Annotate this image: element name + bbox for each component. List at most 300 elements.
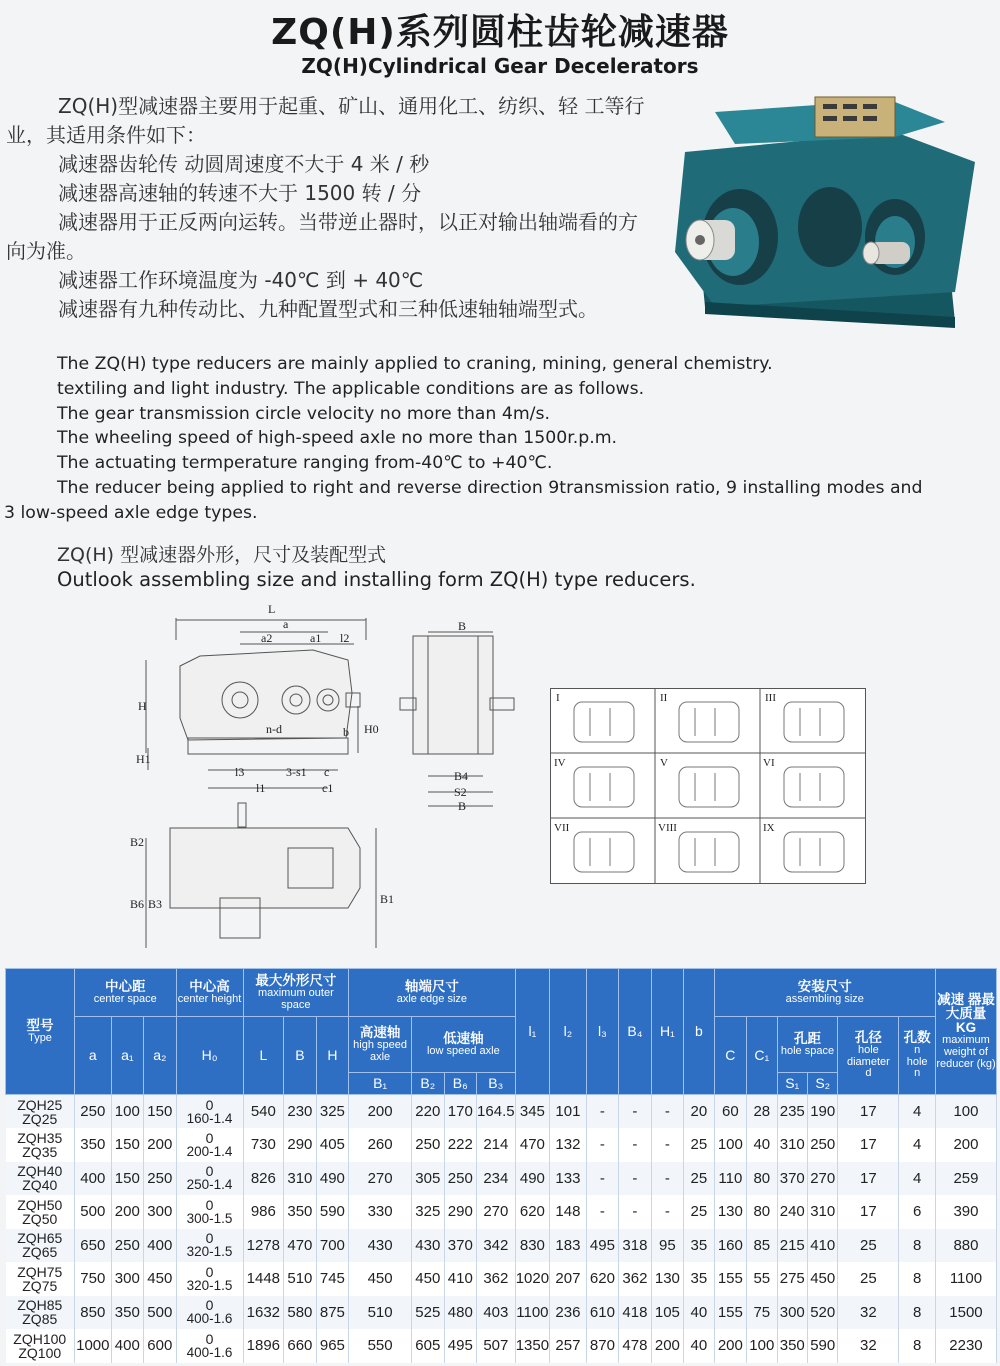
model-alt-name: ZQ65 bbox=[22, 1244, 58, 1261]
cell-L: 540 bbox=[243, 1095, 284, 1129]
dimension-drawings bbox=[128, 598, 548, 968]
th-weight: 减速 器最大质量KG maximum weight of reducer (kg) bbox=[935, 969, 996, 1095]
cell-C: 160 bbox=[714, 1229, 746, 1263]
cell-l2: 132 bbox=[550, 1128, 587, 1162]
cell-B3: 164.5 bbox=[477, 1095, 516, 1129]
cell-L: 1632 bbox=[243, 1296, 284, 1330]
install-form-3: III bbox=[765, 692, 776, 704]
cell-H: 745 bbox=[316, 1262, 348, 1296]
cell-w: 1100 bbox=[935, 1262, 996, 1296]
cell-B6: 480 bbox=[444, 1296, 476, 1330]
table-row bbox=[6, 1195, 997, 1229]
th-hole-space: 孔距 hole space bbox=[777, 1017, 838, 1073]
cell-L: 826 bbox=[243, 1162, 284, 1196]
th-B4: B₄ bbox=[619, 969, 651, 1095]
cell-a1: 300 bbox=[111, 1262, 143, 1296]
intro-cn-p2: 减速器齿轮传 动圆周速度不大于 4 米 / 秒 bbox=[58, 152, 430, 176]
cell-B4: - bbox=[619, 1195, 651, 1229]
table-row bbox=[6, 1095, 997, 1129]
cell-B1: 330 bbox=[349, 1195, 412, 1229]
h0-value: 250-1.4 bbox=[186, 1177, 233, 1193]
cell-model bbox=[6, 1095, 75, 1129]
cell-model bbox=[6, 1262, 75, 1296]
th-S2: S₂ bbox=[807, 1073, 837, 1095]
cell-w: 390 bbox=[935, 1195, 996, 1229]
cell-B2: 220 bbox=[412, 1095, 444, 1129]
cell-n: 8 bbox=[899, 1262, 936, 1296]
cell-w: 259 bbox=[935, 1162, 996, 1196]
th-type: 型号 Type bbox=[6, 969, 75, 1095]
dim-H: H bbox=[138, 699, 147, 713]
cell-a: 650 bbox=[75, 1229, 112, 1263]
cell-C1: 80 bbox=[747, 1162, 777, 1196]
intro-cn-p6: 减速器有九种传动比、九种配置型式和三种低速轴轴端型式。 bbox=[58, 297, 598, 321]
intro-cn-p1: ZQ(H)型减速器主要用于起重、矿山、通用化工、纺织、轻 工等行业，其适用条件如下： bbox=[6, 94, 645, 147]
cell-l2: 133 bbox=[550, 1162, 587, 1196]
cell-a1: 350 bbox=[111, 1296, 143, 1330]
model-alt-name: ZQ100 bbox=[18, 1344, 62, 1361]
cell-model bbox=[6, 1128, 75, 1162]
cell-B: 290 bbox=[284, 1128, 316, 1162]
cell-a: 1000 bbox=[75, 1329, 112, 1363]
cell-S1: 235 bbox=[777, 1095, 807, 1129]
th-hole-diameter: 孔径 hole diameter d bbox=[838, 1017, 899, 1095]
intro-en-l2: textiling and light industry. The applicable conditions are as follows. bbox=[57, 378, 645, 399]
cell-C1: 75 bbox=[747, 1296, 777, 1330]
model-alt-name: ZQ25 bbox=[22, 1110, 58, 1127]
cell-l1: 830 bbox=[515, 1229, 550, 1263]
cell-H1: - bbox=[651, 1162, 683, 1196]
dim-b: b bbox=[343, 725, 349, 739]
th-l2: l₂ bbox=[550, 969, 587, 1095]
cell-B1: 550 bbox=[349, 1329, 412, 1363]
cell-B: 350 bbox=[284, 1195, 316, 1229]
cell-H: 875 bbox=[316, 1296, 348, 1330]
dim-B3: B3 bbox=[148, 897, 163, 911]
cell-C1: 28 bbox=[747, 1095, 777, 1129]
intro-en-l1: The ZQ(H) type reducers are mainly applied to craning, mining, general chemistry. bbox=[57, 354, 773, 374]
cell-a: 500 bbox=[75, 1195, 112, 1229]
cell-n: 8 bbox=[899, 1229, 936, 1263]
cell-S1: 310 bbox=[777, 1128, 807, 1162]
cell-B2: 305 bbox=[412, 1162, 444, 1196]
model-name: ZQH40 bbox=[17, 1163, 63, 1180]
cell-C1: 85 bbox=[747, 1229, 777, 1263]
cell-L: 986 bbox=[243, 1195, 284, 1229]
cell-a: 750 bbox=[75, 1262, 112, 1296]
intro-chinese bbox=[6, 92, 646, 324]
intro-en-l4: The wheeling speed of high-speed axle no more than 1500r.p.m. bbox=[57, 428, 618, 449]
cell-b: 40 bbox=[684, 1296, 714, 1330]
cell-C: 110 bbox=[714, 1162, 746, 1196]
cell-l2: 236 bbox=[550, 1296, 587, 1330]
th-B6: B₆ bbox=[444, 1073, 476, 1095]
cell-n: 4 bbox=[899, 1162, 936, 1196]
cell-a1: 100 bbox=[111, 1095, 143, 1129]
spec-table bbox=[5, 968, 997, 1363]
cell-w: 2230 bbox=[935, 1329, 996, 1363]
cell-L: 1448 bbox=[243, 1262, 284, 1296]
table-row bbox=[6, 1329, 997, 1363]
cell-H: 490 bbox=[316, 1162, 348, 1196]
cell-H1: 105 bbox=[651, 1296, 683, 1330]
cell-C1: 55 bbox=[747, 1262, 777, 1296]
cell-C1: 100 bbox=[747, 1329, 777, 1363]
cell-a2: 500 bbox=[144, 1296, 176, 1330]
cell-H: 590 bbox=[316, 1195, 348, 1229]
cell-b: 25 bbox=[684, 1128, 714, 1162]
cell-S1: 370 bbox=[777, 1162, 807, 1196]
cell-B2: 430 bbox=[412, 1229, 444, 1263]
cell-a1: 250 bbox=[111, 1229, 143, 1263]
cell-b: 25 bbox=[684, 1195, 714, 1229]
cell-H1: 130 bbox=[651, 1262, 683, 1296]
th-b: b bbox=[684, 969, 714, 1095]
cell-b: 25 bbox=[684, 1162, 714, 1196]
cell-S2: 410 bbox=[807, 1229, 837, 1263]
dim-B-bottom: B bbox=[458, 799, 467, 813]
th-B2: B₂ bbox=[412, 1073, 444, 1095]
cell-S2: 310 bbox=[807, 1195, 837, 1229]
cell-l1: 470 bbox=[515, 1128, 550, 1162]
cell-l1: 1020 bbox=[515, 1262, 550, 1296]
cell-l1: 1100 bbox=[515, 1296, 550, 1330]
cell-b: 20 bbox=[684, 1095, 714, 1129]
model-name: ZQH35 bbox=[17, 1129, 63, 1146]
cell-S2: 190 bbox=[807, 1095, 837, 1129]
th-low-speed: 低速轴 low speed axle bbox=[412, 1017, 516, 1073]
dim-nd: n-d bbox=[266, 722, 282, 736]
cell-l3: - bbox=[586, 1162, 618, 1196]
cell-H: 325 bbox=[316, 1095, 348, 1129]
cell-C1: 40 bbox=[747, 1128, 777, 1162]
cell-a: 400 bbox=[75, 1162, 112, 1196]
dim-c: c bbox=[324, 765, 330, 779]
install-form-2: II bbox=[660, 692, 668, 704]
cell-S2: 520 bbox=[807, 1296, 837, 1330]
dim-H1: H1 bbox=[136, 752, 151, 766]
th-C: C bbox=[714, 1017, 746, 1095]
h0-value: 400-1.6 bbox=[186, 1344, 233, 1360]
cell-B6: 250 bbox=[444, 1162, 476, 1196]
cell-S1: 350 bbox=[777, 1329, 807, 1363]
table-row bbox=[6, 1128, 997, 1162]
install-form-8: VIII bbox=[658, 822, 677, 834]
model-name: ZQH50 bbox=[17, 1196, 63, 1213]
cell-B4: 318 bbox=[619, 1229, 651, 1263]
cell-l2: 257 bbox=[550, 1329, 587, 1363]
cell-B3: 403 bbox=[477, 1296, 516, 1330]
cell-S1: 240 bbox=[777, 1195, 807, 1229]
cell-d: 25 bbox=[838, 1229, 899, 1263]
cell-H0 bbox=[176, 1329, 243, 1363]
cell-B3: 507 bbox=[477, 1329, 516, 1363]
dim-S2: S2 bbox=[454, 785, 467, 799]
cell-B3: 362 bbox=[477, 1262, 516, 1296]
th-high-speed: 高速轴 high speed axle bbox=[349, 1017, 412, 1073]
cell-S1: 300 bbox=[777, 1296, 807, 1330]
th-B3: B₃ bbox=[477, 1073, 516, 1095]
h0-value: 300-1.5 bbox=[186, 1210, 233, 1226]
th-B: B bbox=[284, 1017, 316, 1095]
h0-tolerance-top: 0 bbox=[205, 1129, 214, 1146]
section-title-en: Outlook assembling size and installing form ZQ(H) type reducers. bbox=[57, 568, 696, 591]
th-outer-space: 最大外形尺寸 maximum outer space bbox=[243, 969, 349, 1017]
intro-cn-p5: 减速器工作环境温度为 -40℃ 到 + 40℃ bbox=[58, 268, 424, 292]
dim-B2: B2 bbox=[130, 835, 145, 849]
cell-C1: 80 bbox=[747, 1195, 777, 1229]
cell-C: 130 bbox=[714, 1195, 746, 1229]
dim-s1: 3-s1 bbox=[286, 765, 307, 779]
dim-L: L bbox=[268, 602, 276, 616]
cell-model bbox=[6, 1229, 75, 1263]
cell-H0 bbox=[176, 1296, 243, 1330]
cell-B: 470 bbox=[284, 1229, 316, 1263]
cell-H0 bbox=[176, 1229, 243, 1263]
page-title: ZQ(H)系列圆柱齿轮减速器 bbox=[271, 12, 729, 53]
cell-B2: 325 bbox=[412, 1195, 444, 1229]
cell-B4: - bbox=[619, 1128, 651, 1162]
cell-a2: 200 bbox=[144, 1128, 176, 1162]
cell-H0 bbox=[176, 1095, 243, 1129]
cell-l3: - bbox=[586, 1195, 618, 1229]
dim-l2: l2 bbox=[340, 631, 350, 645]
intro-cn-p4: 减速器用于正反两向运转。当带逆止器时，以正对输出轴端看的方向为准。 bbox=[6, 210, 638, 263]
model-alt-name: ZQ35 bbox=[22, 1143, 58, 1160]
th-a1: a₁ bbox=[111, 1017, 143, 1095]
cell-d: 17 bbox=[838, 1128, 899, 1162]
th-H0: H₀ bbox=[176, 1017, 243, 1095]
cell-w: 100 bbox=[935, 1095, 996, 1129]
cell-l1: 345 bbox=[515, 1095, 550, 1129]
table-row bbox=[6, 1296, 997, 1330]
cell-B1: 200 bbox=[349, 1095, 412, 1129]
cell-B4: - bbox=[619, 1095, 651, 1129]
cell-C: 155 bbox=[714, 1262, 746, 1296]
cell-S2: 450 bbox=[807, 1262, 837, 1296]
dim-c1: c1 bbox=[322, 781, 334, 795]
cell-B: 580 bbox=[284, 1296, 316, 1330]
cell-l2: 207 bbox=[550, 1262, 587, 1296]
cell-l3: 495 bbox=[586, 1229, 618, 1263]
cell-B: 310 bbox=[284, 1162, 316, 1196]
cell-H0 bbox=[176, 1195, 243, 1229]
install-form-1: I bbox=[556, 692, 560, 704]
cell-B3: 342 bbox=[477, 1229, 516, 1263]
th-hole-count: 孔数 n hole n bbox=[899, 1017, 936, 1095]
intro-en-l7: 3 low-speed axle edge types. bbox=[4, 502, 258, 523]
th-l3: l₃ bbox=[586, 969, 618, 1095]
cell-S1: 215 bbox=[777, 1229, 807, 1263]
install-form-6: VI bbox=[763, 757, 775, 769]
cell-H0 bbox=[176, 1128, 243, 1162]
cell-w: 1500 bbox=[935, 1296, 996, 1330]
dim-H0: H0 bbox=[364, 722, 379, 736]
cell-l3: 870 bbox=[586, 1329, 618, 1363]
model-alt-name: ZQ85 bbox=[22, 1311, 58, 1328]
th-H1: H₁ bbox=[651, 969, 683, 1095]
cell-B3: 270 bbox=[477, 1195, 516, 1229]
h0-tolerance-top: 0 bbox=[205, 1297, 214, 1314]
table-row bbox=[6, 1162, 997, 1196]
cell-d: 32 bbox=[838, 1329, 899, 1363]
install-form-7: VII bbox=[554, 822, 570, 834]
cell-n: 8 bbox=[899, 1296, 936, 1330]
cell-model bbox=[6, 1162, 75, 1196]
cell-S1: 275 bbox=[777, 1262, 807, 1296]
cell-a2: 150 bbox=[144, 1095, 176, 1129]
cell-B2: 450 bbox=[412, 1262, 444, 1296]
cell-B1: 510 bbox=[349, 1296, 412, 1330]
cell-C: 200 bbox=[714, 1329, 746, 1363]
cell-S2: 270 bbox=[807, 1162, 837, 1196]
h0-tolerance-top: 0 bbox=[205, 1263, 214, 1280]
cell-a1: 200 bbox=[111, 1195, 143, 1229]
cell-B6: 222 bbox=[444, 1128, 476, 1162]
dim-l1: l1 bbox=[256, 781, 266, 795]
model-name: ZQH65 bbox=[17, 1230, 63, 1247]
cell-B4: 418 bbox=[619, 1296, 651, 1330]
th-a: a bbox=[75, 1017, 112, 1095]
cell-a2: 250 bbox=[144, 1162, 176, 1196]
cell-n: 4 bbox=[899, 1095, 936, 1129]
th-assembling: 安装尺寸 assembling size bbox=[714, 969, 935, 1017]
model-name: ZQH25 bbox=[17, 1096, 63, 1113]
cell-H0 bbox=[176, 1162, 243, 1196]
cell-C: 100 bbox=[714, 1128, 746, 1162]
cell-l1: 1350 bbox=[515, 1329, 550, 1363]
h0-value: 160-1.4 bbox=[186, 1110, 233, 1126]
cell-B6: 290 bbox=[444, 1195, 476, 1229]
cell-B: 660 bbox=[284, 1329, 316, 1363]
intro-english bbox=[4, 352, 999, 526]
cell-w: 880 bbox=[935, 1229, 996, 1263]
cell-l2: 183 bbox=[550, 1229, 587, 1263]
cell-d: 25 bbox=[838, 1262, 899, 1296]
cell-a2: 600 bbox=[144, 1329, 176, 1363]
cell-b: 35 bbox=[684, 1262, 714, 1296]
section-title-cn: ZQ(H) 型减速器外形，尺寸及装配型式 bbox=[57, 544, 387, 566]
cell-L: 1896 bbox=[243, 1329, 284, 1363]
th-l1: l₁ bbox=[515, 969, 550, 1095]
cell-l2: 148 bbox=[550, 1195, 587, 1229]
model-name: ZQH75 bbox=[17, 1263, 63, 1280]
cell-l3: - bbox=[586, 1128, 618, 1162]
page-subtitle: ZQ(H)Cylindrical Gear Decelerators bbox=[301, 54, 699, 78]
cell-a2: 450 bbox=[144, 1262, 176, 1296]
dim-B1: B1 bbox=[380, 892, 395, 906]
cell-n: 4 bbox=[899, 1128, 936, 1162]
cell-model bbox=[6, 1296, 75, 1330]
cell-L: 1278 bbox=[243, 1229, 284, 1263]
cell-C: 155 bbox=[714, 1296, 746, 1330]
cell-S2: 590 bbox=[807, 1329, 837, 1363]
cell-B3: 234 bbox=[477, 1162, 516, 1196]
model-alt-name: ZQ40 bbox=[22, 1177, 58, 1194]
th-S1: S₁ bbox=[777, 1073, 807, 1095]
cell-B3: 214 bbox=[477, 1128, 516, 1162]
cell-H1: 200 bbox=[651, 1329, 683, 1363]
cell-a2: 400 bbox=[144, 1229, 176, 1263]
install-form-9: IX bbox=[763, 822, 775, 834]
model-name: ZQH85 bbox=[17, 1297, 63, 1314]
cell-l1: 490 bbox=[515, 1162, 550, 1196]
model-alt-name: ZQ50 bbox=[22, 1210, 58, 1227]
th-center-height: 中心高 center height bbox=[176, 969, 243, 1017]
cell-B4: 362 bbox=[619, 1262, 651, 1296]
cell-d: 17 bbox=[838, 1162, 899, 1196]
intro-en-l6: The reducer being applied to right and reverse direction 9transmission ratio, 9 installing modes and bbox=[57, 477, 923, 498]
cell-model bbox=[6, 1329, 75, 1363]
dim-B6: B6 bbox=[130, 897, 145, 911]
cell-B: 230 bbox=[284, 1095, 316, 1129]
h0-tolerance-top: 0 bbox=[205, 1163, 214, 1180]
install-form-4: IV bbox=[554, 757, 566, 769]
th-axle-edge: 轴端尺寸 axle edge size bbox=[349, 969, 516, 1017]
cell-B1: 430 bbox=[349, 1229, 412, 1263]
cell-w: 200 bbox=[935, 1128, 996, 1162]
cell-B: 510 bbox=[284, 1262, 316, 1296]
cell-d: 17 bbox=[838, 1195, 899, 1229]
table-row bbox=[6, 1229, 997, 1263]
cell-C: 60 bbox=[714, 1095, 746, 1129]
dim-a: a bbox=[283, 617, 289, 631]
h0-value: 320-1.5 bbox=[186, 1244, 233, 1260]
intro-en-l3: The gear transmission circle velocity no more than 4m/s. bbox=[57, 403, 550, 424]
cell-H: 965 bbox=[316, 1329, 348, 1363]
dim-a2: a2 bbox=[261, 631, 273, 645]
cell-a1: 150 bbox=[111, 1162, 143, 1196]
cell-model bbox=[6, 1195, 75, 1229]
cell-l3: - bbox=[586, 1095, 618, 1129]
cell-S2: 250 bbox=[807, 1128, 837, 1162]
cell-B6: 495 bbox=[444, 1329, 476, 1363]
h0-value: 320-1.5 bbox=[186, 1277, 233, 1293]
cell-B6: 170 bbox=[444, 1095, 476, 1129]
cell-B6: 370 bbox=[444, 1229, 476, 1263]
spec-table-wrapper bbox=[5, 968, 997, 1363]
cell-d: 32 bbox=[838, 1296, 899, 1330]
cell-H: 700 bbox=[316, 1229, 348, 1263]
h0-value: 400-1.6 bbox=[186, 1311, 233, 1327]
model-name: ZQH100 bbox=[13, 1330, 67, 1347]
h0-value: 200-1.4 bbox=[186, 1143, 233, 1159]
cell-B1: 260 bbox=[349, 1128, 412, 1162]
cell-H1: - bbox=[651, 1095, 683, 1129]
th-center-space: 中心距 center space bbox=[75, 969, 177, 1017]
h0-tolerance-top: 0 bbox=[205, 1330, 214, 1347]
h0-tolerance-top: 0 bbox=[205, 1196, 214, 1213]
cell-B6: 410 bbox=[444, 1262, 476, 1296]
intro-en-l5: The actuating termperature ranging from-40℃ to +40℃. bbox=[57, 453, 553, 474]
cell-l3: 620 bbox=[586, 1262, 618, 1296]
cell-L: 730 bbox=[243, 1128, 284, 1162]
cell-B4: 478 bbox=[619, 1329, 651, 1363]
dim-l3: l3 bbox=[235, 765, 245, 779]
cell-a: 250 bbox=[75, 1095, 112, 1129]
cell-b: 40 bbox=[684, 1329, 714, 1363]
cell-a1: 400 bbox=[111, 1329, 143, 1363]
cell-B1: 450 bbox=[349, 1262, 412, 1296]
cell-a: 850 bbox=[75, 1296, 112, 1330]
h0-tolerance-top: 0 bbox=[205, 1230, 214, 1247]
cell-d: 17 bbox=[838, 1095, 899, 1129]
cell-B2: 605 bbox=[412, 1329, 444, 1363]
cell-l2: 101 bbox=[550, 1095, 587, 1129]
cell-l1: 620 bbox=[515, 1195, 550, 1229]
intro-cn-p3: 减速器高速轴的转速不大于 1500 转 / 分 bbox=[58, 181, 422, 205]
cell-B2: 525 bbox=[412, 1296, 444, 1330]
